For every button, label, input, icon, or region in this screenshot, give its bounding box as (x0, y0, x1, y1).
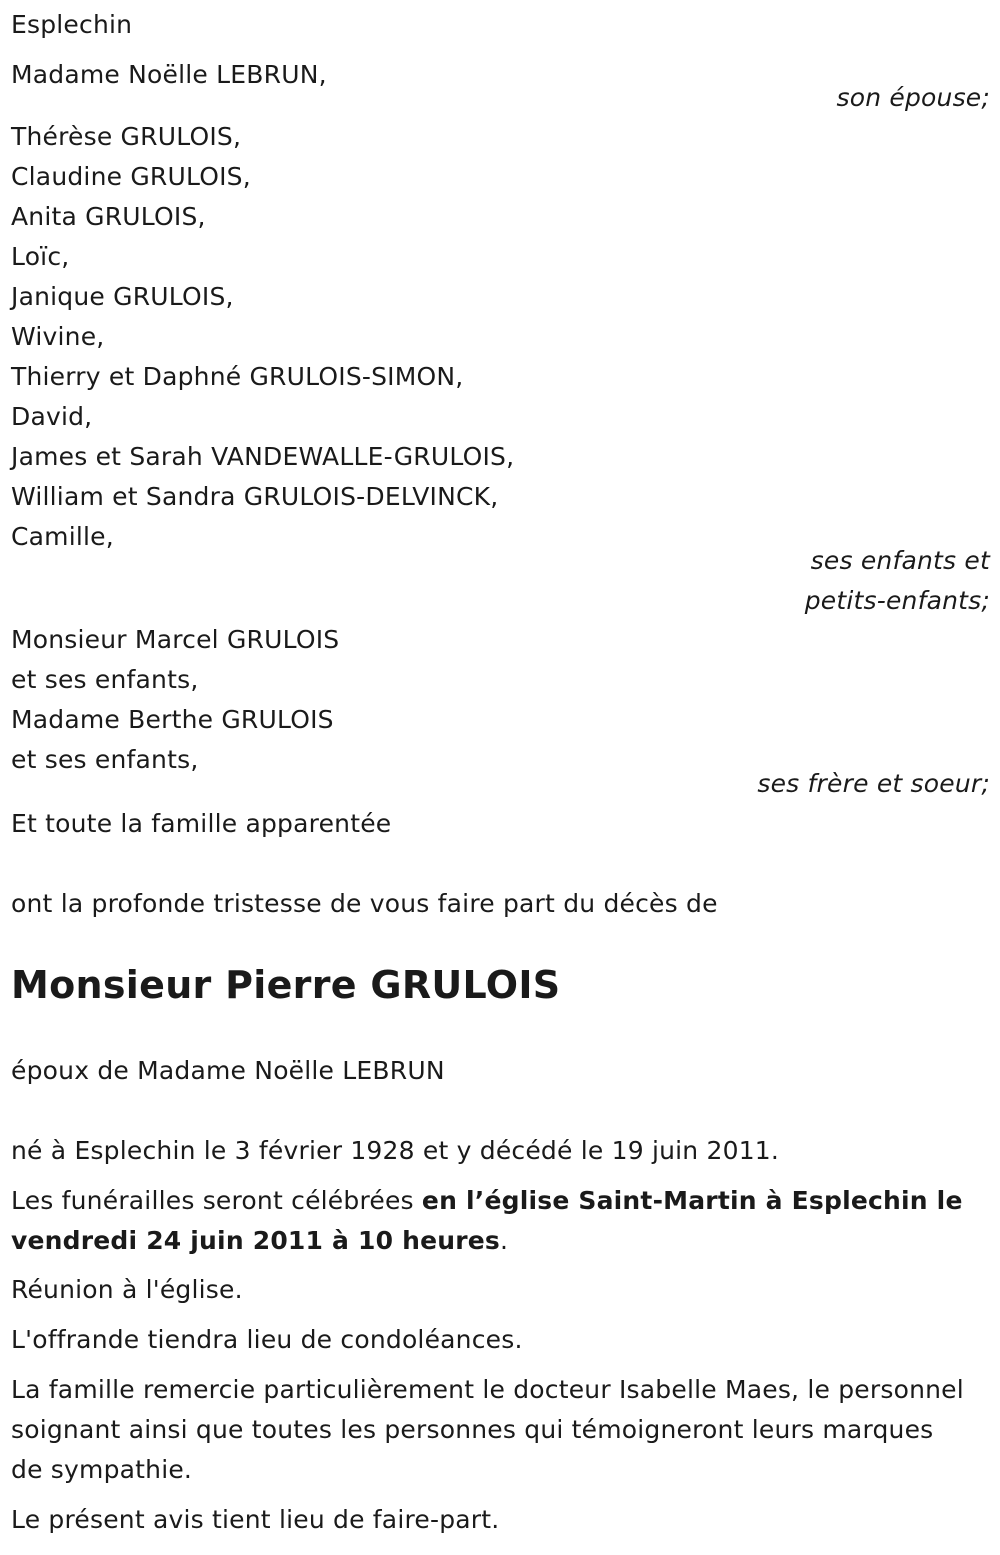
child-name: James et Sarah VANDEWALLE-GRULOIS, (11, 442, 515, 471)
notice-disclaimer: Le présent avis tient lieu de faire-part. (11, 1505, 500, 1534)
funeral-intro: Les funérailles seront célébrées (11, 1186, 422, 1215)
child-name: Loïc, (11, 242, 70, 271)
child-name: Janique GRULOIS, (11, 282, 234, 311)
announcement-text: ont la profonde tristesse de vous faire part du décès de (11, 889, 718, 918)
extended-family: Et toute la famille apparentée (11, 809, 392, 838)
child-name: Thierry et Daphné GRULOIS-SIMON, (11, 362, 464, 391)
child-name: Claudine GRULOIS, (11, 162, 251, 191)
funeral-end: . (500, 1226, 509, 1255)
condolences-note: L'offrande tiendra lieu de condoléances. (11, 1325, 523, 1354)
child-name: Wivine, (11, 322, 105, 351)
child-name: Thérèse GRULOIS, (11, 122, 242, 151)
gathering-note: Réunion à l'église. (11, 1275, 243, 1304)
sibling-line: et ses enfants, (11, 665, 199, 694)
siblings-relation: ses frère et soeur; (757, 769, 990, 798)
children-relation-line1: ses enfants et (810, 546, 990, 575)
deceased-spouse-line: époux de Madame Noëlle LEBRUN (11, 1056, 445, 1085)
funeral-details (11, 1181, 991, 1261)
birth-death-line: né à Esplechin le 3 février 1928 et y décédé le 19 juin 2011. (11, 1136, 780, 1165)
child-name: David, (11, 402, 93, 431)
location-header: Esplechin (11, 10, 133, 39)
child-name: Camille, (11, 522, 114, 551)
children-relation-line2: petits-enfants; (804, 586, 990, 615)
spouse-relation: son épouse; (836, 83, 990, 112)
child-name: Anita GRULOIS, (11, 202, 206, 231)
sibling-line: et ses enfants, (11, 745, 199, 774)
sibling-line: Monsieur Marcel GRULOIS (11, 625, 340, 654)
deceased-name: Monsieur Pierre GRULOIS (11, 963, 561, 1007)
child-name: William et Sandra GRULOIS-DELVINCK, (11, 482, 499, 511)
sibling-line: Madame Berthe GRULOIS (11, 705, 334, 734)
spouse-name: Madame Noëlle LEBRUN, (11, 60, 327, 89)
thanks-paragraph: La famille remercie particulièrement le docteur Isabelle Maes, le personnel soignant ainsi que toutes les personnes qui témoigneront leurs marques de sympathie. (11, 1375, 964, 1484)
funeral-place-date: en l’église Saint-Martin à Esplechin le vendredi 24 juin 2011 à 10 heures (11, 1186, 963, 1255)
